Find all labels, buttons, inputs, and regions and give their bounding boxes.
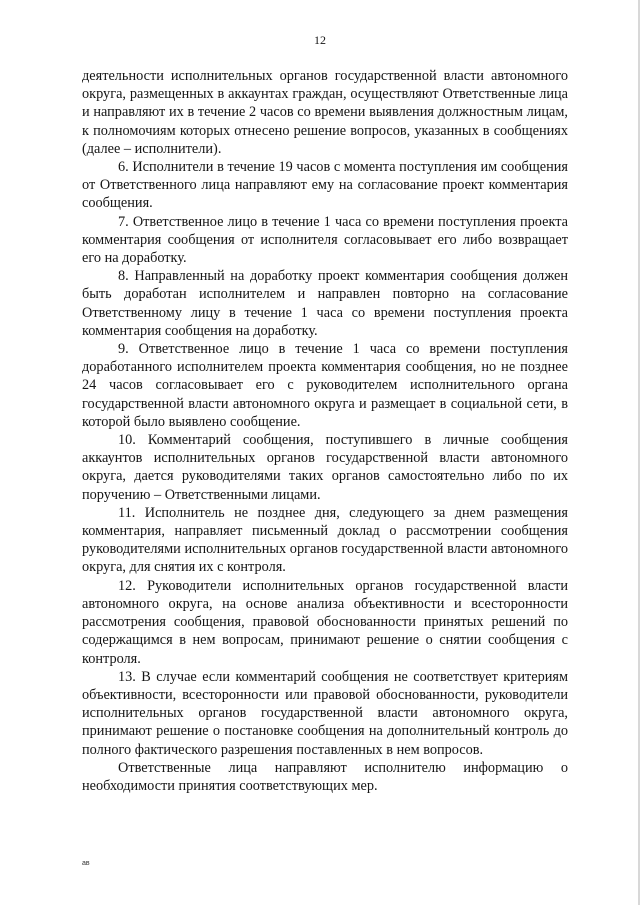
paragraph-final: Ответственные лица направляют исполнителю информацию о необходимости принятия соответствующих мер. xyxy=(82,759,568,794)
paragraph-item-10: 10. Комментарий сообщения, поступившего в личные сообщения аккаунтов исполнительных органов государственной власти автономного округа, дается руководителями таких органов самостоятельно либо по их поручению – Ответственными лицами. xyxy=(82,432,568,503)
paragraph-item-9: 9. Ответственное лицо в течение 1 часа со времени поступления доработанного исполнителем проекта комментария сообщения, но не позднее 24 часов согласовывает его с руководителем исполнительного органа государственной власти автономного округа и размещает в социальной сети, в которой было выявлено сообщение. xyxy=(82,341,568,430)
paragraph-item-13: 13. В случае если комментарий сообщения не соответствует критериям объективности, всесторонности или правовой обоснованности, руководители исполнительных органов государственной власти автономного округа, принимают решение о постановке сообщения на дополнительный контроль до полного фактического разрешения поставленных в нем вопросов. xyxy=(82,668,568,758)
document-body xyxy=(82,67,568,795)
paragraph-item-8: 8. Направленный на доработку проект комментария сообщения должен быть доработан исполнителем и направлен повторно на согласование Ответственному лицу в течение 1 часа со времени поступления проекта комментария сообщения на доработку. xyxy=(82,268,568,339)
paragraph-item-12: 12. Руководители исполнительных органов государственной власти автономного округа, на основе анализа объективности и всесторонности рассмотрения сообщения, правовой обоснованности принятых решений по содержащимся в нем вопросам, принимают решение о снятии сообщения с контроля. xyxy=(82,577,568,667)
paragraph-item-11: 11. Исполнитель не позднее дня, следующего за днем размещения комментария, направляет письменный доклад о рассмотрении сообщения руководителями исполнительных органов государственной власти автономного округа, для снятия их с контроля. xyxy=(82,504,568,576)
paragraph-continuation: деятельности исполнительных органов государственной власти автономного округа, размещенных в аккаунтах граждан, осуществляют Ответственные лица и направляют их в течение 2 часов со времени выявления должностным лицам, к полномочиям которых отнесено решение вопросов, указанных в сообщениях (далее – исполнители). xyxy=(82,68,568,157)
paragraph-item-7: 7. Ответственное лицо в течение 1 часа со времени поступления проекта комментария сообщения от исполнителя согласовывает его либо возвращает его на доработку. xyxy=(82,213,568,267)
paragraph-item-6: 6. Исполнители в течение 19 часов с момента поступления им сообщения от Ответственного лица направляют ему на согласование проект комментария сообщения. xyxy=(82,159,568,212)
page-number: 12 xyxy=(314,33,326,47)
footer-initials: ав xyxy=(82,860,90,867)
